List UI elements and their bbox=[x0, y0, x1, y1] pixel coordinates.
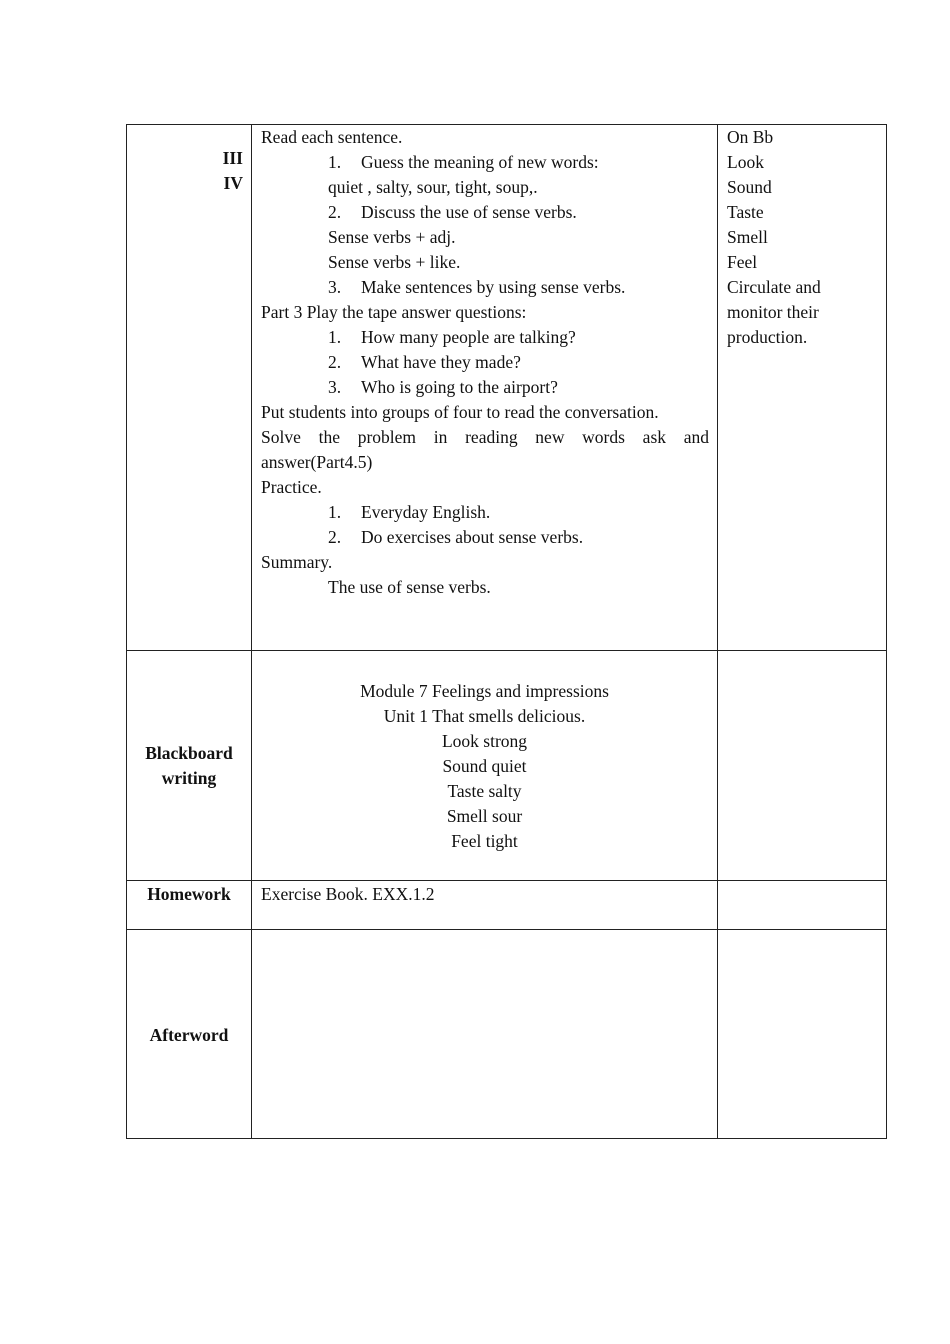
row-label: writing bbox=[161, 768, 217, 788]
row-divider bbox=[126, 650, 887, 651]
justified-line bbox=[261, 425, 709, 450]
note-line: production. bbox=[727, 327, 808, 347]
list-number: 2. bbox=[328, 352, 342, 372]
row-label: Homework bbox=[147, 884, 231, 904]
note-line: Look bbox=[727, 152, 764, 172]
content-line: Practice. bbox=[261, 477, 322, 497]
word: and bbox=[683, 427, 709, 447]
row-divider bbox=[126, 929, 887, 930]
list-number: 2. bbox=[328, 527, 342, 547]
list-item: Make sentences by using sense verbs. bbox=[361, 277, 626, 297]
blackboard-line: Sound quiet bbox=[442, 756, 527, 776]
word: reading bbox=[465, 427, 518, 447]
list-number: 1. bbox=[328, 152, 342, 172]
list-item: Guess the meaning of new words: bbox=[361, 152, 599, 172]
note-line: Feel bbox=[727, 252, 758, 272]
homework-text: Exercise Book. EXX.1.2 bbox=[261, 884, 435, 904]
table-border-bottom bbox=[126, 1138, 887, 1139]
word: the bbox=[318, 427, 340, 447]
list-item: How many people are talking? bbox=[361, 327, 576, 347]
note-line: monitor their bbox=[727, 302, 819, 322]
list-number: 3. bbox=[328, 277, 342, 297]
note-line: On Bb bbox=[727, 127, 774, 147]
table-border-left bbox=[126, 124, 127, 1139]
content-line: Read each sentence. bbox=[261, 127, 403, 147]
word: ask bbox=[642, 427, 666, 447]
list-number: 1. bbox=[328, 502, 342, 522]
blackboard-line: Module 7 Feelings and impressions bbox=[360, 681, 609, 701]
table-border-right bbox=[886, 124, 887, 1139]
blackboard-line: Unit 1 That smells delicious. bbox=[383, 706, 586, 726]
blackboard-line: Look strong bbox=[441, 731, 528, 751]
content-line: answer(Part4.5) bbox=[261, 452, 373, 472]
content-line: Part 3 Play the tape answer questions: bbox=[261, 302, 527, 322]
blackboard-line: Smell sour bbox=[446, 806, 523, 826]
blackboard-line: Taste salty bbox=[447, 781, 522, 801]
word: new bbox=[535, 427, 565, 447]
note-line: Smell bbox=[727, 227, 768, 247]
word: problem bbox=[357, 427, 417, 447]
list-item: Everyday English. bbox=[361, 502, 491, 522]
column-divider bbox=[717, 124, 718, 1139]
note-line: Circulate and bbox=[727, 277, 821, 297]
row-divider bbox=[126, 880, 887, 881]
content-line: Put students into groups of four to read the conversation. bbox=[261, 402, 659, 422]
word: in bbox=[433, 427, 448, 447]
list-number: 1. bbox=[328, 327, 342, 347]
row-label: Afterword bbox=[149, 1025, 229, 1045]
list-number: 2. bbox=[328, 202, 342, 222]
list-item: Discuss the use of sense verbs. bbox=[361, 202, 577, 222]
note-line: Taste bbox=[727, 202, 764, 222]
content-line: The use of sense verbs. bbox=[328, 577, 491, 597]
list-item: Do exercises about sense verbs. bbox=[361, 527, 584, 547]
list-number: 3. bbox=[328, 377, 342, 397]
word: Solve bbox=[261, 427, 301, 447]
content-line: Sense verbs + like. bbox=[328, 252, 461, 272]
content-line: quiet , salty, sour, tight, soup,. bbox=[328, 177, 538, 197]
step-label: III bbox=[222, 148, 243, 168]
step-label: IV bbox=[223, 173, 243, 193]
list-item: What have they made? bbox=[361, 352, 521, 372]
column-divider bbox=[251, 124, 252, 1139]
content-line: Summary. bbox=[261, 552, 333, 572]
note-line: Sound bbox=[727, 177, 772, 197]
word: words bbox=[582, 427, 625, 447]
row-label: Blackboard bbox=[145, 743, 233, 763]
blackboard-line: Feel tight bbox=[451, 831, 518, 851]
content-line: Sense verbs + adj. bbox=[328, 227, 456, 247]
list-item: Who is going to the airport? bbox=[361, 377, 558, 397]
